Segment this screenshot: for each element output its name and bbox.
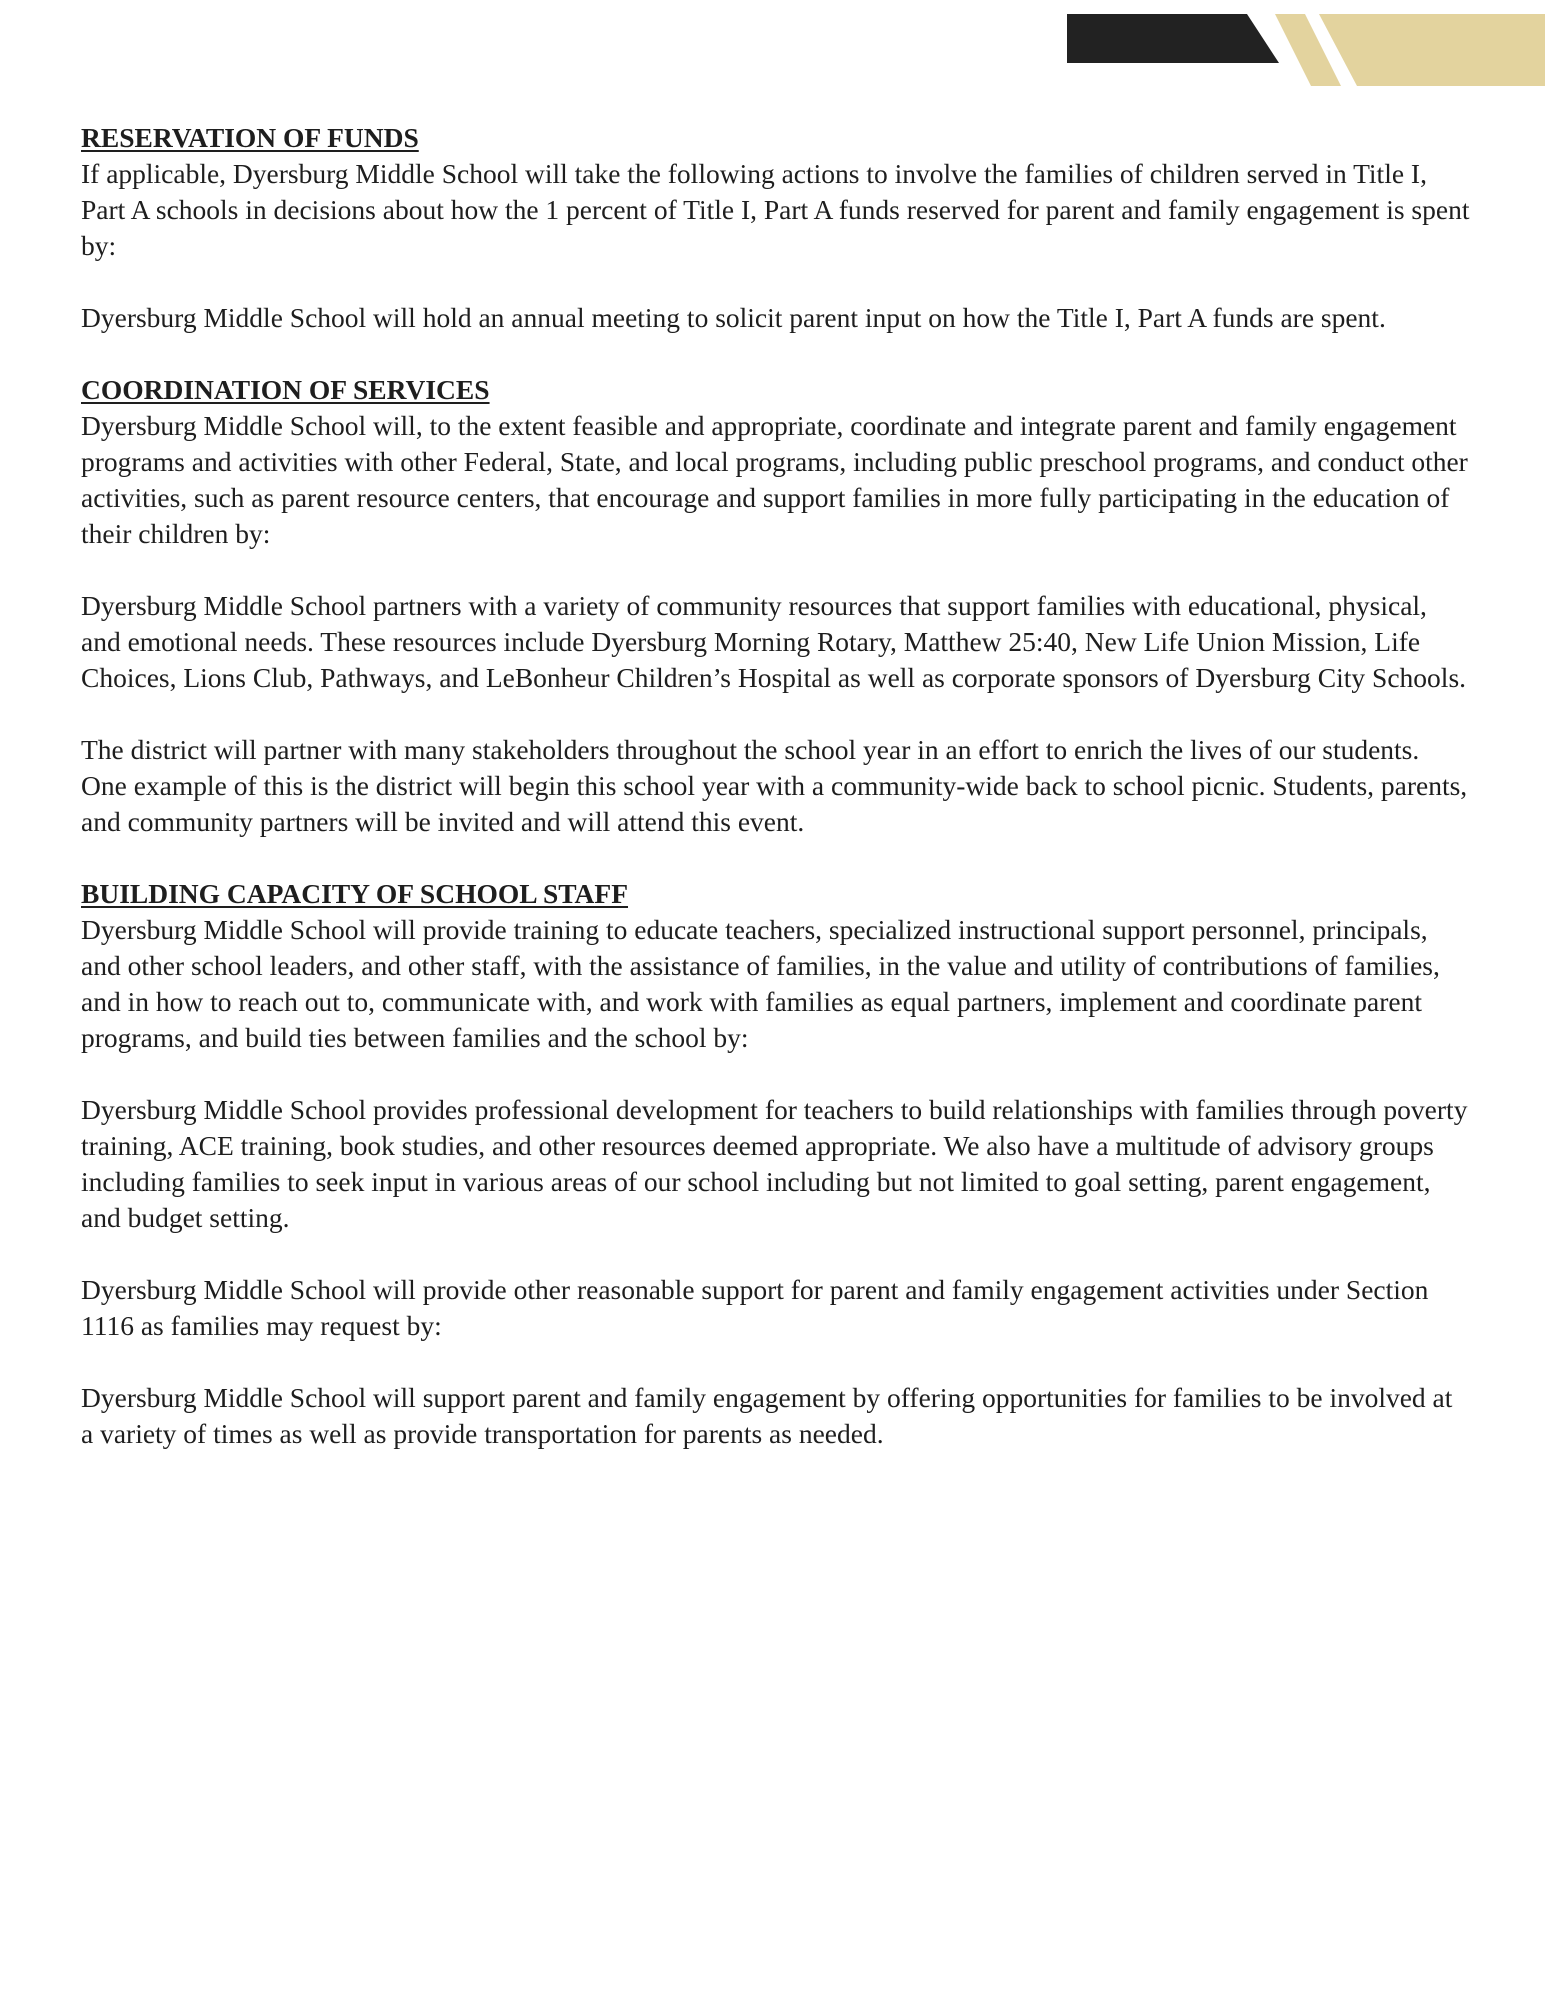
- section-coordination-of-services: [81, 372, 1471, 840]
- paragraph: Dyersburg Middle School provides professional development for teachers to build relationships with families through poverty training, ACE training, book studies, and other resources deemed appropriate. We also have a multitude of advisory groups including families to seek input in various areas of our school including but not limited to goal setting, parent engagement, and budget setting.: [81, 1094, 1468, 1233]
- paragraph: Dyersburg Middle School partners with a variety of community resources that support families with educational, physical, and emotional needs. These resources include Dyersburg Morning Rotary, Matthew 25:40, New Life Union Mission, Life Choices, Lions Club, Pathways, and LeBonheur Children’s Hospital as well as corporate sponsors of Dyersburg City Schools.: [81, 590, 1467, 693]
- paragraph: Dyersburg Middle School will support parent and family engagement by offering opportunities for families to be involved at a variety of times as well as provide transportation for parents as needed.: [81, 1382, 1453, 1449]
- section-heading: COORDINATION OF SERVICES: [81, 374, 490, 405]
- section-building-capacity-of-school-staff: [81, 876, 1471, 1452]
- section-heading: RESERVATION OF FUNDS: [81, 122, 419, 153]
- section-heading: BUILDING CAPACITY OF SCHOOL STAFF: [81, 878, 629, 909]
- document-body: [81, 120, 1471, 1488]
- paragraph: Dyersburg Middle School will provide training to educate teachers, specialized instructional support personnel, principals, and other school leaders, and other staff, with the assistance of families, in the value and utility of contributions of families, and in how to reach out to, communicate with, and work with families as equal partners, implement and coordinate parent programs, and build ties between families and the school by:: [81, 914, 1440, 1053]
- header-banner-graphic: [1065, 0, 1545, 90]
- paragraph: The district will partner with many stakeholders throughout the school year in an effort to enrich the lives of our students. One example of this is the district will begin this school year with a community-wide back to school picnic. Students, parents, and community partners will be invited and will attend this event.: [81, 734, 1468, 837]
- paragraph: Dyersburg Middle School will provide other reasonable support for parent and family engagement activities under Section 1116 as families may request by:: [81, 1274, 1429, 1341]
- banner-gold-stripe-wide: [1319, 14, 1545, 86]
- paragraph: If applicable, Dyersburg Middle School will take the following actions to involve the families of children served in Title I, Part A schools in decisions about how the 1 percent of Title I, Part A funds reserved for parent and family engagement is spent by:: [81, 158, 1470, 261]
- section-reservation-of-funds: [81, 120, 1471, 336]
- banner-dark-stripe: [1067, 14, 1279, 63]
- paragraph: Dyersburg Middle School will hold an annual meeting to solicit parent input on how the Title I, Part A funds are spent.: [81, 302, 1386, 333]
- paragraph: Dyersburg Middle School will, to the extent feasible and appropriate, coordinate and integrate parent and family engagement programs and activities with other Federal, State, and local programs, including public preschool programs, and conduct other activities, such as parent resource centers, that encourage and support families in more fully participating in the education of their children by:: [81, 410, 1468, 549]
